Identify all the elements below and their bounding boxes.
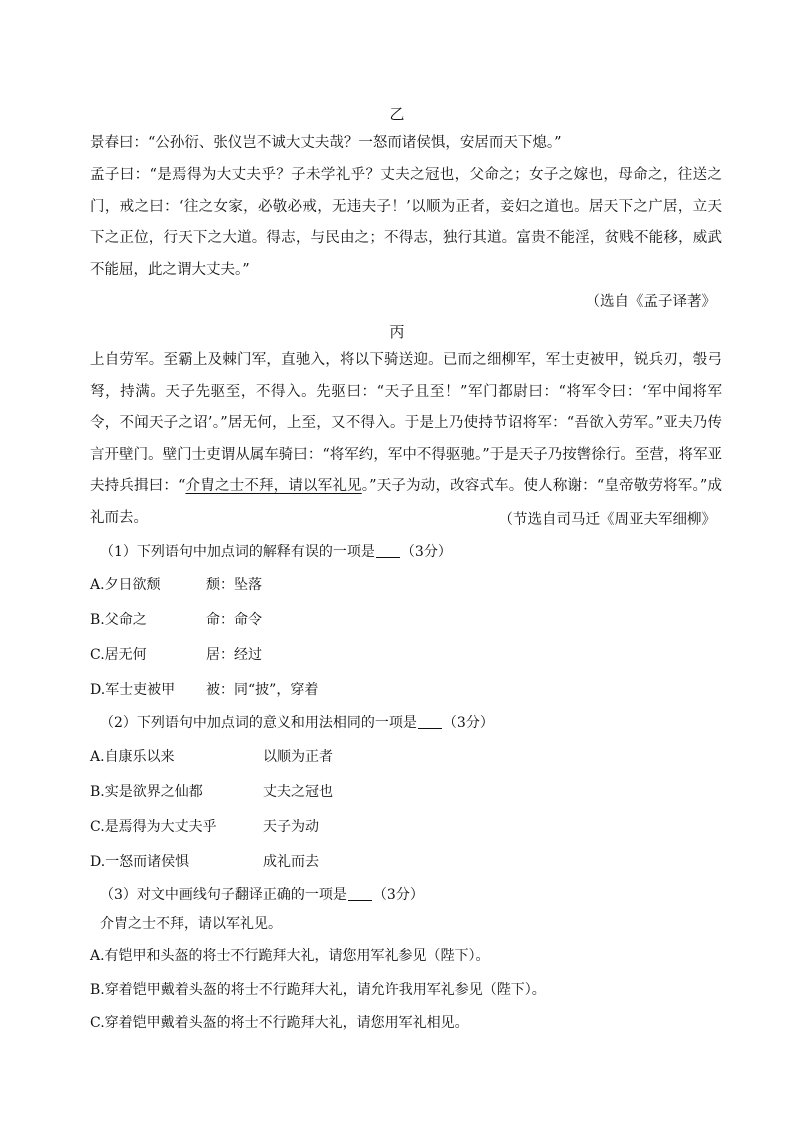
q2-option-a-pair: 以顺为正者 [263,749,333,765]
q3-option-b: B.穿着铠甲戴着头盔的将士不行跪拜大礼，请允许我用军礼参见（陛下）。 [90,982,546,998]
passage-yi-heading: 乙 [389,105,405,123]
q2-option-b-pair: 丈夫之冠也 [263,784,333,800]
q1-option-c-gloss: 居：经过 [206,647,262,663]
q2-option-c-pair: 天子为动 [263,819,319,835]
passage-yi-source: （选自《孟子译著》 [585,294,716,310]
passage-bing-paragraph [90,345,722,534]
passage-yi-paragraph-2: 孟子曰：“是焉得为大丈夫乎？子未学礼乎？丈夫之冠也，父命之；女子之嫁也，母命之，往送之门，戒之曰：‘往之女家，必敬必戒，无违夫子！’以顺为正者，妾妇之道也。居天下之广居，立天下之正位，行天下之大道。得志，与民由之；不得志，独行其道。富贵不能淫，贫贱不能移，威武不能屈，此之谓大丈夫。” [90,167,722,278]
q3-sentence: 介胄之士不拜，请以军礼见。 [100,916,282,932]
q1-option-a: A.夕日欲颓 [90,577,161,593]
q1-stem: （1）下列语句中加点词的解释有误的一项是 （3分） [100,544,452,560]
q1-option-c: C.居无何 [90,647,147,663]
q2-option-c: C.是焉得为大丈夫乎 [90,819,217,835]
q2-option-a: A.自康乐以来 [90,749,175,765]
q3-option-a: A.有铠甲和头盔的将士不行跪拜大礼，请您用军礼参见（陛下）。 [90,948,490,964]
underlined-sentence: 介胄之士不拜，请以军礼见 [185,478,362,494]
q2-option-d: D.一怒而诸侯惧 [90,854,190,870]
q2-option-d-pair: 成礼而去 [263,854,319,870]
answer-blank [376,543,400,558]
passage-bing-heading: 丙 [389,323,405,341]
answer-blank [348,886,372,901]
q1-option-a-gloss: 颓：坠落 [206,577,262,593]
q1-option-d-gloss: 被：同“披”，穿着 [206,682,319,698]
q3-stem: （3）对文中画线句子翻译正确的一项是 （3分） [100,887,424,903]
passage-bing-text-after: 。”天子为动，改容式车。使人称谢：“皇帝敬劳将军。”成礼而去。 [90,478,722,526]
q1-option-b-gloss: 命：命令 [206,612,262,628]
answer-blank [418,714,442,729]
passage-yi-paragraph-1: 景春曰：“公孙衍、张仪岂不诚大丈夫哉？一怒而诸侯惧，安居而天下熄。” [90,135,562,151]
q1-option-d: D.军士吏被甲 [90,682,176,698]
q1-option-b: B.父命之 [90,612,147,628]
passage-bing-source: （节选自司马迁《周亚夫军细柳》 [498,512,716,528]
passage-bing-text-before: 上自劳军。至霸上及棘门军，直驰入，将以下骑送迎。已而之细柳军，军士吏被甲，锐兵刃，彀弓弩，持满。天子先驱至，不得入。先驱曰：“天子且至！”军门都尉曰：“将军令曰：‘军中闻将军令，不闻天子之诏’。”居无何，上至，又不得入。于是上乃使持节诏将军：“吾欲入劳军。”亚夫乃传言开壁门。壁门士吏谓从属车骑曰：“将军约，军中不得驱驰。”于是天子乃按辔徐行。至营，将军亚夫持兵揖曰：“ [90,352,722,494]
q3-option-c: C.穿着铠甲戴着头盔的将士不行跪拜大礼，请您用军礼相见。 [90,1015,469,1031]
q2-option-b: B.实是欲界之仙都 [90,784,203,800]
q2-stem: （2）下列语句中加点词的意义和用法相同的一项是 （3分） [100,715,494,731]
